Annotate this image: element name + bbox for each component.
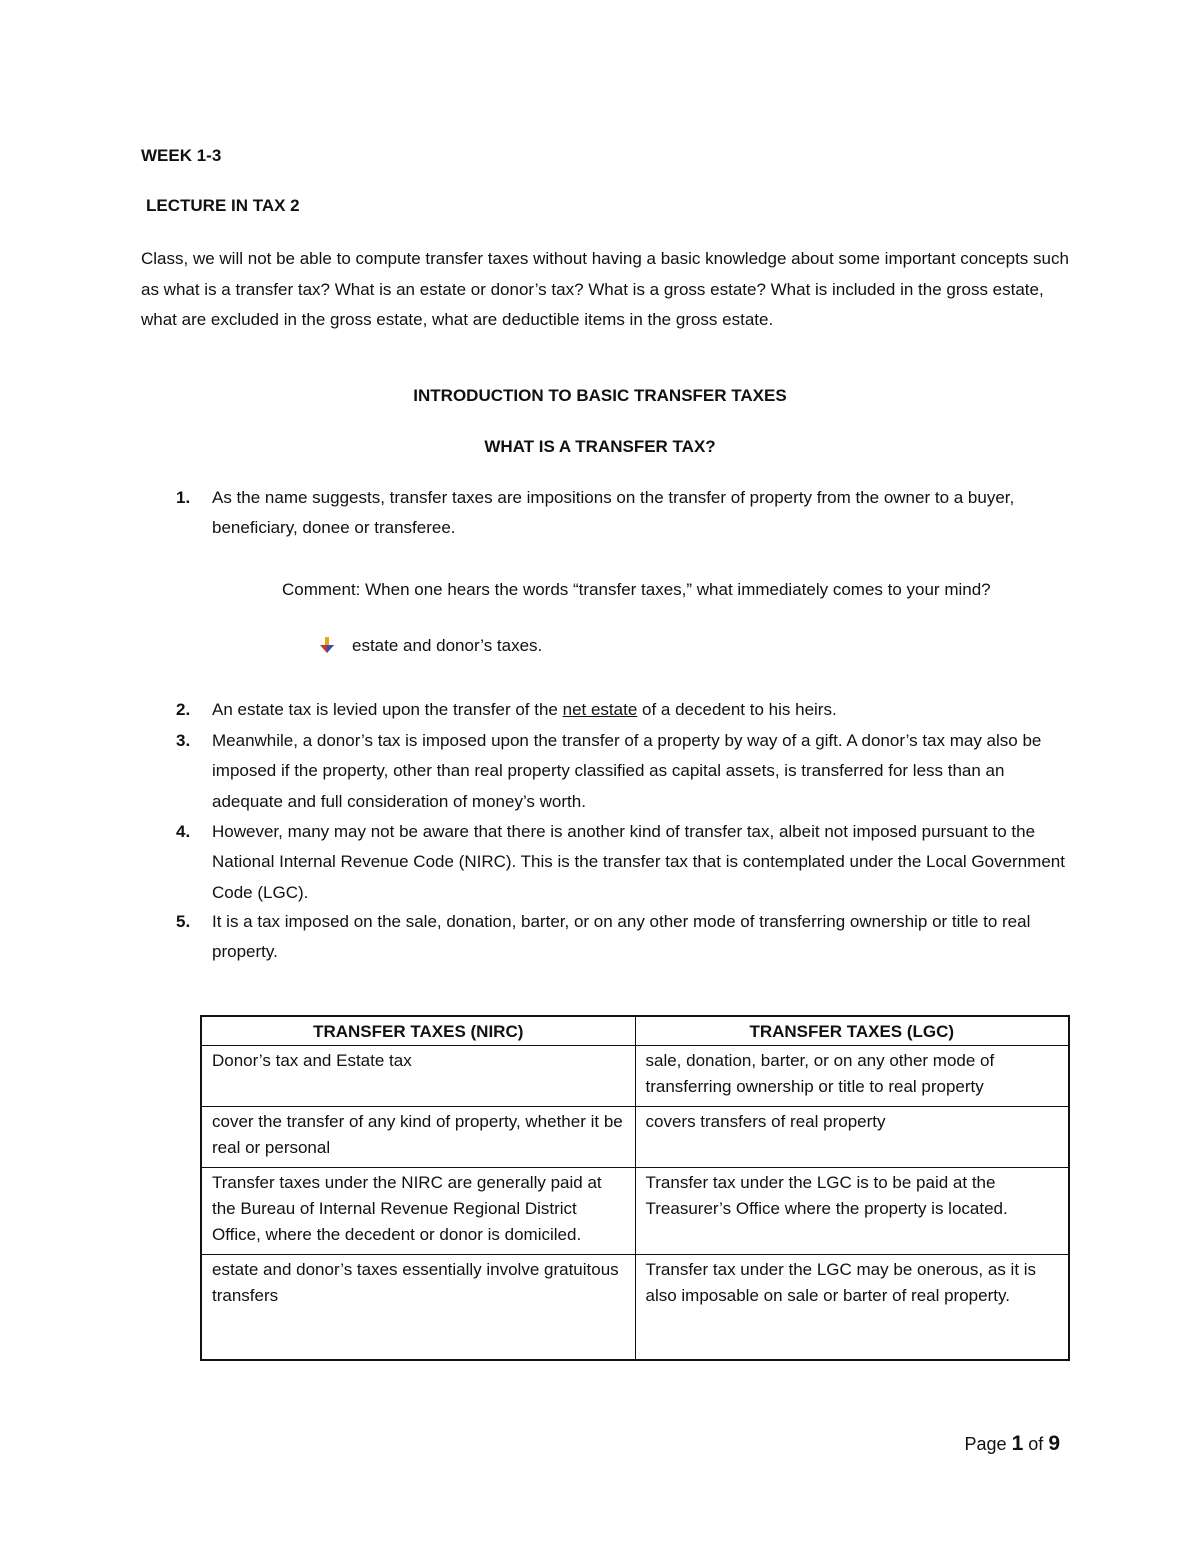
list-item [176, 907, 1076, 968]
main-heading: INTRODUCTION TO BASIC TRANSFER TAXES [413, 386, 787, 405]
text-segment: of a decedent to his heirs. [637, 700, 837, 719]
table-cell: sale, donation, barter, or on any other mode of transferring ownership or title to real property [635, 1046, 1069, 1107]
table-row [201, 1107, 1069, 1168]
list-item-text: Meanwhile, a donor’s tax is imposed upon the transfer of a property by way of a gift. A donor’s tax may also be imposed if the property, other than real property classified as capital assets, is transferred for less than an adequate and full consideration of money’s worth. [212, 731, 1042, 811]
list-item [176, 695, 1076, 725]
table-header-lgc: TRANSFER TAXES (LGC) [635, 1016, 1069, 1046]
list-item-number: 3. [176, 731, 191, 750]
current-page-number: 1 [1011, 1432, 1024, 1455]
lecture-title: LECTURE IN TAX 2 [146, 196, 300, 215]
transfer-taxes-table [200, 1015, 1070, 1361]
list-item-text: As the name suggests, transfer taxes are impositions on the transfer of property from the owner to a buyer, beneficiary, donee or transferee. [212, 488, 1015, 538]
intro-paragraph: Class, we will not be able to compute transfer taxes without having a basic knowledge about some important concepts such as what is a transfer tax? What is an estate or donor’s tax? What is a gross estate? What is included in the gross estate, what are excluded in the gross estate, what are deductible items in the gross estate. [141, 249, 1069, 329]
page-number-footer [965, 1432, 1060, 1456]
list-item-number: 2. [176, 700, 191, 719]
table-cell: Transfer tax under the LGC may be onerous, as it is also imposable on sale or barter of real property. [635, 1255, 1069, 1361]
table-cell: Donor’s tax and Estate tax [201, 1046, 635, 1107]
table-row [201, 1255, 1069, 1361]
table-cell: covers transfers of real property [635, 1107, 1069, 1168]
table-cell: Transfer taxes under the NIRC are generally paid at the Bureau of Internal Revenue Regional District Office, where the decedent or donor is domiciled. [201, 1168, 635, 1255]
list-item-number: 5. [176, 912, 191, 931]
list-item-number: 1. [176, 488, 191, 507]
net-estate-term: net estate [562, 700, 638, 719]
list-item-text [212, 695, 1076, 725]
list-item [176, 817, 1076, 908]
table-header-nirc: TRANSFER TAXES (NIRC) [201, 1016, 635, 1046]
page-word: Page [964, 1434, 1007, 1454]
table-cell: cover the transfer of any kind of property, whether it be real or personal [201, 1107, 635, 1168]
total-pages-number: 9 [1048, 1432, 1060, 1455]
bullet-text: estate and donor’s taxes. [352, 636, 543, 655]
text-segment: An estate tax is levied upon the transfer of the [212, 700, 563, 719]
sub-heading: WHAT IS A TRANSFER TAX? [484, 437, 716, 456]
comment-text: Comment: When one hears the words “transfer taxes,” what immediately comes to your mind? [282, 580, 991, 599]
week-label: WEEK 1-3 [141, 146, 222, 165]
arrow-down-icon [318, 636, 336, 654]
comment-bullet [318, 636, 542, 656]
of-word: of [1028, 1434, 1044, 1454]
list-item-text: However, many may not be aware that there is another kind of transfer tax, albeit not imposed pursuant to the National Internal Revenue Code (NIRC). This is the transfer tax that is contemplated under the Local Government Code (LGC). [212, 822, 1065, 902]
table-row [201, 1168, 1069, 1255]
list-item [176, 726, 1076, 817]
table-cell: estate and donor’s taxes essentially involve gratuitous transfers [201, 1255, 635, 1361]
list-item-text: It is a tax imposed on the sale, donation, barter, or on any other mode of transferring ownership or title to real property. [212, 912, 1031, 962]
table-row [201, 1046, 1069, 1107]
list-item-number: 4. [176, 822, 191, 841]
table-header-row [201, 1016, 1069, 1046]
table-cell: Transfer tax under the LGC is to be paid at the Treasurer’s Office where the property is located. [635, 1168, 1069, 1255]
list-item [176, 483, 1076, 544]
